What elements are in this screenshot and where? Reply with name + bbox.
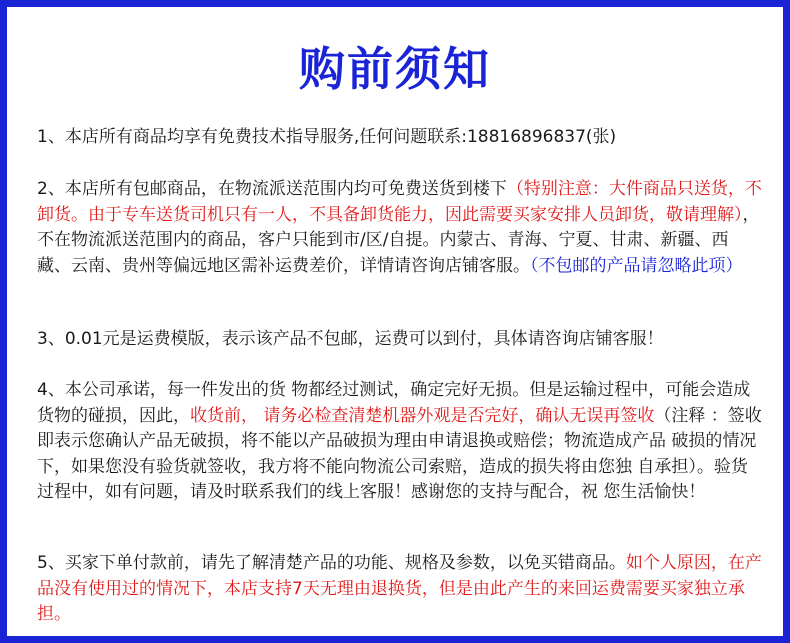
item-2-warning: （特别注意：大件商品只送货，不卸货。由于专车送货司机只有一人，不具备卸货能力，因此需要买家安排人员卸货，敬请理解） — [37, 179, 762, 225]
notice-item-2 — [37, 177, 762, 279]
notice-item-4 — [37, 378, 762, 506]
item-4-warning: 收货前， 请务必检查清楚机器外观是否完好，确认无误再签收 — [190, 405, 655, 426]
notice-item-5 — [37, 551, 762, 628]
item-5-warning: 如个人原因，在产品没有使用过的情况下，本店支持7天无理由退换货，但是由此产生的来回运费需要买家独立承担。 — [37, 553, 762, 624]
item-5-text: 5、买家下单付款前，请先了解清楚产品的功能、规格及参数，以免买错商品。 — [37, 553, 626, 573]
notice-item-3 — [37, 327, 762, 353]
page-title: 购前须知 — [299, 42, 491, 96]
item-4-text: 4、本公司承诺，每一件发出的货 物都经过测试，确定完好无损。但是运输过程中，可能会造成货物的碰损，因此， — [37, 380, 751, 426]
item-3-text: 3、0.01元是运费模版，表示该产品不包邮，运费可以到付，具体请咨询店铺客服！ — [37, 329, 664, 349]
item-1-text: 1、本店所有商品均享有免费技术指导服务,任何问题联系:18816896837(张) — [37, 127, 617, 147]
item-2-text: 2、本店所有包邮商品，在物流派送范围内均可免费送货到楼下 — [37, 179, 507, 199]
notice-item-1 — [37, 125, 762, 151]
item-2-text-cont: ，不在物流派送范围内的商品，客户只能到市/区/自提。内蒙古、青海、宁夏、甘肃、新疆、西藏、云南、贵州等偏远地区需补运费差价，详情请咨询店铺客服。 — [37, 204, 760, 276]
item-2-note: （不包邮的产品请忽略此项） — [530, 255, 743, 276]
item-4-text-cont: （注释 ：签收即表示您确认产品无破损，将不能以产品破损为理由申请退换或赔偿；物流造成产品 破损的情况下，如果您没有验货就签收，我方将不能向物流公司索赔，造成的损失将由您独 自承担）。验货过程中，如有问题，请及时联系我们的线上客服！感谢您的支持与配合，祝 您生活愉快！ — [37, 405, 762, 502]
